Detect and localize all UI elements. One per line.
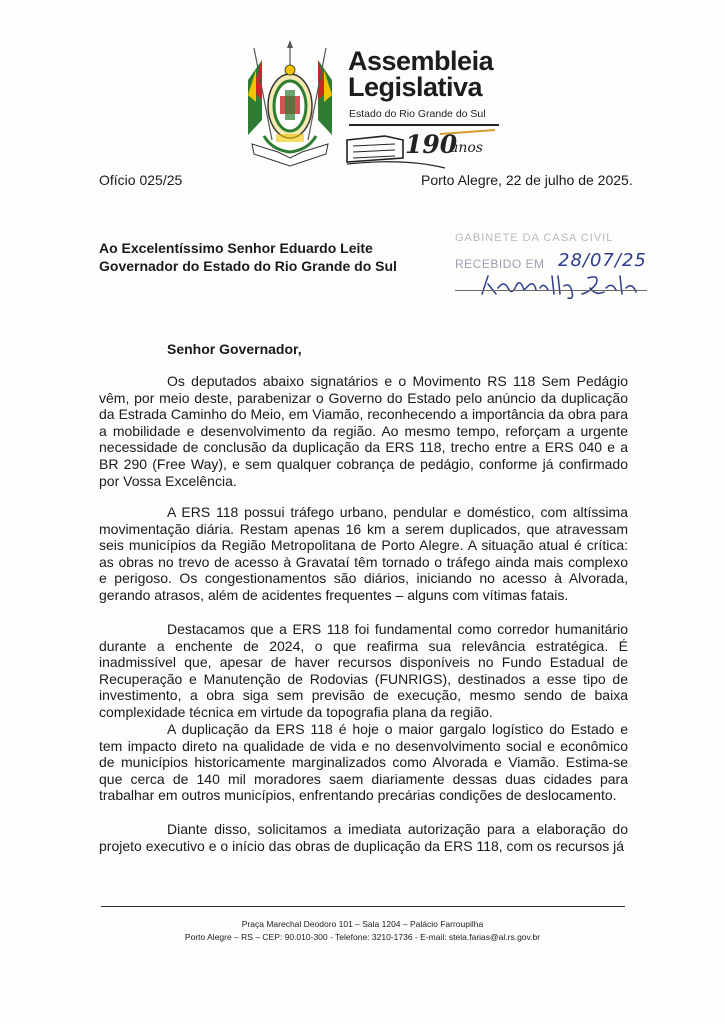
footer-email: E-mail: stela.farias@al.rs.gov.br	[420, 932, 541, 942]
paragraph-1: Os deputados abaixo signatários e o Movimento RS 118 Sem Pedágio vêm, por meio deste, parabenizar o Governo do Estado pelo anúncio da duplicação da Estrada Caminho do Meio, em Viamão, reconhecendo a importância da obra para a mobilidade e desenvolvimento da região. Ao mesmo tempo, reforçam a urgente necessidade de conclusão da duplicação da ERS 118, trecho entre a ERS 040 e a BR 290 (Free Way), e sem qualquer cobrança de pedágio, conforme já confirmado por Vossa Excelência.	[99, 373, 628, 489]
org-subtitle: Estado do Rio Grande do Sul	[349, 108, 486, 120]
addressee-block	[99, 239, 397, 275]
footer-phone: Telefone: 3210-1736 -	[335, 932, 418, 942]
footer-city: Porto Alegre – RS – CEP: 90.010-300 -	[184, 932, 333, 942]
stamp-received-label: RECEBIDO EM	[455, 257, 545, 271]
stamp-office: GABINETE DA CASA CIVIL	[455, 232, 614, 244]
letter-date: Porto Alegre, 22 de julho de 2025.	[421, 172, 633, 188]
footer-address: Praça Marechal Deodoro 101 – Sala 1204 – Palácio Farroupilha	[241, 919, 484, 929]
footer-divider	[101, 906, 625, 907]
paragraph-5: Diante disso, solicitamos a imediata autorização para a elaboração do projeto executivo e o início das obras de duplicação da ERS 118, com os recursos já	[99, 821, 628, 854]
paragraph-2: A ERS 118 possui tráfego urbano, pendular e doméstico, com altíssima movimentação diária. Restam apenas 16 km a serem duplicados, que atravessam seis municípios da Região Metropolitana de Porto Alegre. A situação atual é crítica: as obras no trevo de acesso à Gravataí têm tornado o tráfego ainda mais complexo e perigoso. Os congestionamentos são diários, iniciando no acesso à Alvorada, gerando atrasos, além de acidentes frequentes – alguns com vítimas fatais.	[99, 504, 628, 603]
footer-contact	[0, 932, 725, 942]
header-divider	[349, 124, 499, 126]
org-name	[348, 48, 493, 100]
anniversary-number: 190	[405, 130, 458, 159]
paragraph-3: Destacamos que a ERS 118 foi fundamental como corredor humanitário durante a enchente de 2024, o que reafirma sua relevância estratégica. É inadmissível que, apesar de haver recursos disponíveis no Fundo Estadual de Recuperação e Manutenção de Rodovias (FUNRIGS), destinados a esse tipo de investimento, a obra siga sem previsão de execução, mesmo sendo de baixa complexidade técnica em virtude da topografia plana da região.	[99, 621, 628, 720]
salutation: Senhor Governador,	[167, 341, 302, 357]
anniversary-word: anos	[450, 140, 483, 156]
org-name-line1: Assembleia	[348, 46, 494, 76]
paragraph-4: A duplicação da ERS 118 é hoje o maior gargalo logístico do Estado e tem impacto direto na qualidade de vida e no desenvolvimento social e econômico de municípios historicamente marginalizados como Alvorada e Viamão. Estima-se que cerca de 140 mil moradores saem diariamente dessas duas cidades para trabalhar em outros municípios, enfrentando precárias condições de deslocamento.	[99, 721, 628, 804]
org-name-line2: Legislativa	[348, 72, 483, 102]
stamp-received-date: 28/07/25	[558, 250, 647, 271]
addressee-title: Governador do Estado do Rio Grande do Sul	[99, 258, 397, 274]
letter-reference: Ofício 025/25	[99, 172, 183, 188]
addressee-name: Ao Excelentíssimo Senhor Eduardo Leite	[99, 240, 373, 256]
stamp-signature-line	[455, 290, 647, 291]
handwritten-signature	[478, 270, 643, 300]
coat-of-arms-logo	[242, 40, 338, 168]
